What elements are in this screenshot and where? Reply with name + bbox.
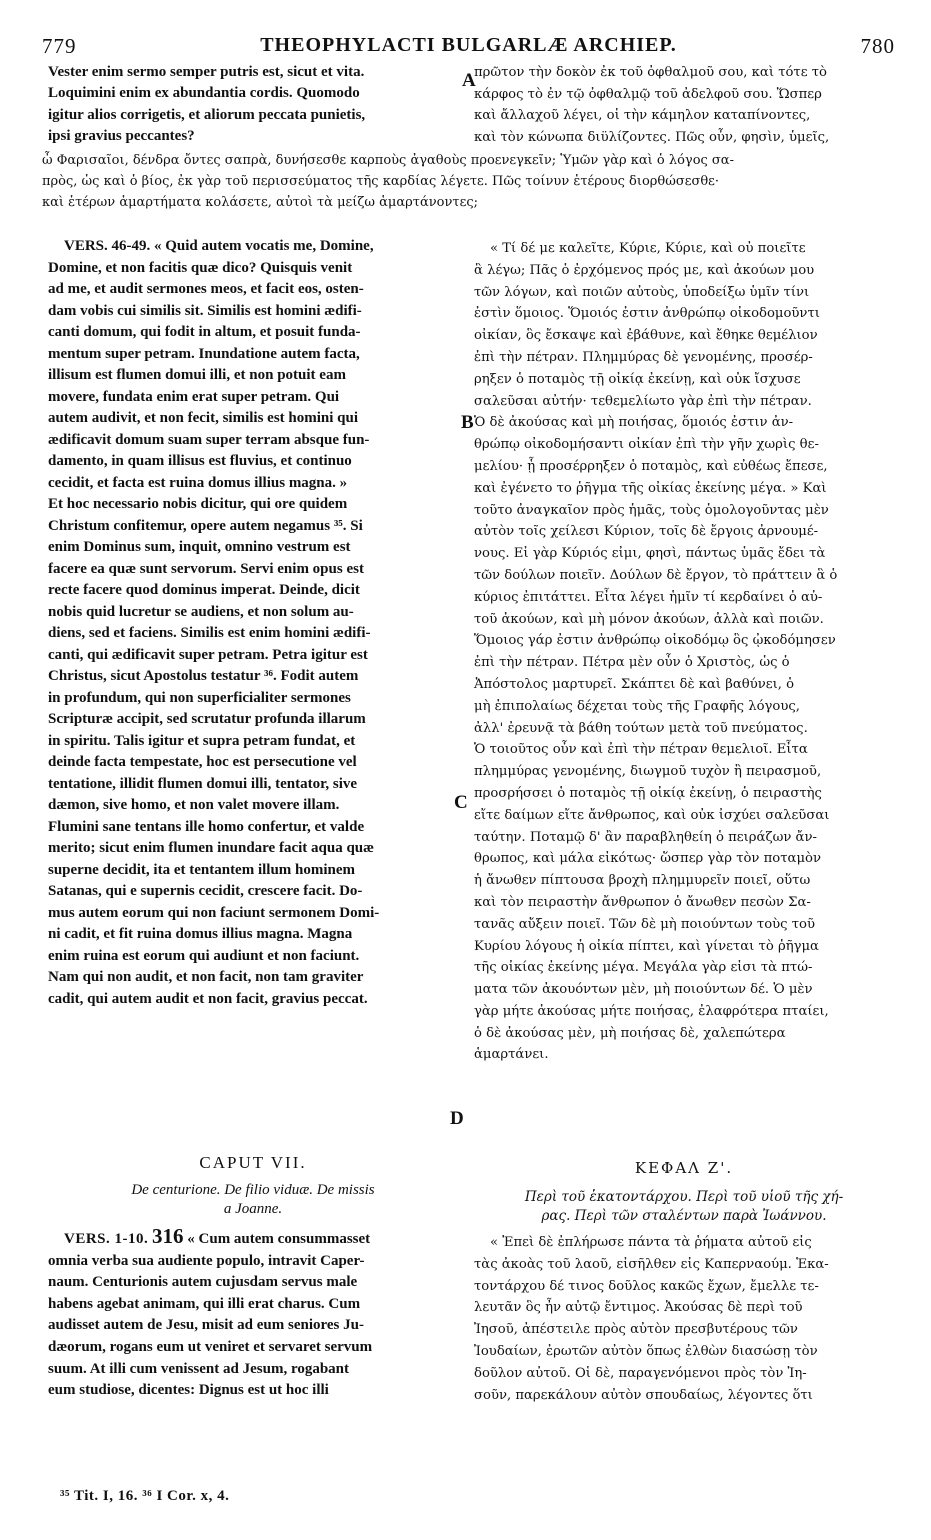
latin-main-column xyxy=(48,236,458,1010)
text-line: ni cadit, et fit ruina domus illius magna. Magna xyxy=(48,926,353,942)
text-line: σοῦν, παρεκάλουν αὐτὸν σπουδαίως, λέγοντες ὅτι xyxy=(474,1387,813,1403)
text-line: καὶ ἄλλαχοῦ λέγει, οἱ τὴν κάμηλον καταπίνοντες, xyxy=(474,108,811,124)
text-line: πρῶτον τὴν δοκὸν ἐκ τοῦ ὀφθαλμοῦ σου, καὶ τότε τὸ xyxy=(474,65,827,80)
page-number-left: 779 xyxy=(42,34,77,58)
text-line: ρηξεν ὁ ποταμὸς τῇ οἰκίᾳ ἐκείνῃ, καὶ οὐκ ἴσχυσε xyxy=(474,371,801,387)
text-line: Nam qui non audit, et non facit, non tam graviter xyxy=(48,969,364,985)
text-line: enim ruina est eorum qui audiunt et non faciunt. xyxy=(48,947,360,964)
text-line: eum studiose, dicentes: Dignus est ut hoc illi xyxy=(48,1382,329,1399)
text-line: superne decidit, ita et tentantem illum hominem xyxy=(48,861,356,878)
text-line: ἃ λέγω; Πᾶς ὁ ἐρχόμενος πρός με, καὶ ἀκούων μου xyxy=(474,262,815,278)
text-line: ἡ ἄνωθεν πίπτουσα βροχὴ πλημμυρεῖν ποιεῖ, οὕτω xyxy=(474,873,811,889)
text-line: movere, fundata enim erat super petram. Qui xyxy=(48,388,340,405)
verse-label: VERS. 1-10. xyxy=(64,1231,149,1247)
text-line: Scripturæ accipit, sed scrutatur profunda illarum xyxy=(48,711,366,727)
chapter-subtitle: De centurione. De filio viduæ. De missis xyxy=(131,1182,375,1199)
text-line: ad me, et audit sermones meos, et facit eos, osten- xyxy=(48,281,364,297)
text-line: audisset autem de Jesu, misit ad eum seniores Ju- xyxy=(48,1317,364,1334)
running-title: THEOPHYLACTI BULGARLÆ ARCHIEP. xyxy=(260,34,677,56)
text-line: omnia verba sua audiente populo, intravit Caper- xyxy=(48,1252,365,1269)
latin-chapter-heading xyxy=(48,1152,458,1219)
text-line: σαλεῦσαι αὐτήν· τεθεμελίωτο γὰρ ἐπὶ τὴν πέτραν. xyxy=(474,393,812,409)
text-line: ὁ δὲ ἀκούσας μὲν, μὴ ποιήσας δὲ, χαλεπώτερα xyxy=(474,1025,786,1041)
chapter-title: ΚΕΦΑΛ Ζ'. xyxy=(634,1159,734,1177)
text-line: τῆς οἰκίας ἐκείνης μέγα. Μεγάλα γὰρ εἰσι τὰ πτώ- xyxy=(474,960,813,976)
text-line: facere ea quæ sunt servorum. Servi enim opus est xyxy=(48,560,364,577)
text-line: « Ἐπεὶ δὲ ἐπλήρωσε πάντα τὰ ῥήματα αὐτοῦ εἰς xyxy=(490,1235,812,1250)
text-line: in profundum, qui non superficialiter sermones xyxy=(48,689,351,706)
chapter-subtitle: ρας. Περὶ τῶν σταλέντων παρὰ Ἰωάννου. xyxy=(541,1207,827,1224)
text-line: μελίου· ᾗ προσέρρηξεν ὁ ποταμὸς, καὶ εὐθέως ἔπεσε, xyxy=(474,458,828,474)
text-line: δοῦλον αὐτοῦ. Οἱ δὲ, παραγενόμενοι πρὸς τὸν Ἰη- xyxy=(474,1365,807,1381)
text-line: τοῦτο ἀναγκαῖον πρὸς ἡμᾶς, τοὺς ὁμολογοῦντας μὲν xyxy=(474,502,829,518)
text-line: τοντάρχου δέ τινος δοῦλος κακῶς ἔχων, ἔμελλε τε- xyxy=(474,1278,819,1294)
text-line: mus autem eorum qui non faciunt sermonem Domi- xyxy=(48,904,380,921)
margin-marker-b: B xyxy=(461,412,474,433)
text-line: cadit, qui autem audit et non facit, gravius peccat. xyxy=(48,990,368,1007)
text-line: γὰρ μήτε ἀκούσας μήτε ποιήσας, ἐλαφρότερα πταίει, xyxy=(474,1003,829,1019)
text-line: canti, qui ædificavit super petram. Petra igitur est xyxy=(48,646,368,663)
text-line: τῶν δούλων ποιεῖν. Δούλων δὲ ἔργον, τὸ πράττειν ἃ ὁ xyxy=(474,567,838,583)
text-line: θρώπῳ οἰκοδομήσαντι οἰκίαν ἐπὶ τὴν γῆν χωρὶς θε- xyxy=(474,437,819,453)
text-line: νους. Εἰ γὰρ Κύριός εἰμι, φησὶ, πάντως ὑμᾶς ἔδει τὰ xyxy=(474,546,826,562)
text-line: dam vobis cui similis sit. Similis est homini ædifi- xyxy=(48,302,362,319)
text-line: Ἰησοῦ, ἀπέστειλε πρὸς αὐτὸν πρεσβυτέρους τῶν xyxy=(474,1322,798,1338)
text-line: Ὅμοιος γάρ ἐστιν ἀνθρώπῳ οἰκοδόμῳ ὃς ᾠκοδόμησεν xyxy=(474,633,836,649)
text-line: Loquimini enim ex abundantia cordis. Quomodo xyxy=(48,85,360,102)
text-line: προσρήσσει ὁ ποταμὸς τῇ οἰκίᾳ ἐκείνῃ, ὁ πειραστὴς xyxy=(474,785,822,801)
text-line: tentatione, illidit flumen domui illi, tentator, sive xyxy=(48,775,358,792)
text-line: κύριος ἐπιτάττει. Εἶτα λέγει ἡμῖν τί κερδαίνει ὁ αὐ- xyxy=(474,589,823,605)
text-line: autem audivit, et non fecit, similis est homini qui xyxy=(48,410,359,426)
page-number-right: 780 xyxy=(860,34,895,58)
text-line: suum. At illi cum venissent ad Jesum, rogabant xyxy=(48,1360,350,1377)
chapter-subtitle: a Joanne. xyxy=(223,1201,283,1218)
text-line: ταύτην. Ποταμῷ δ' ἂν παραβληθείη ὁ πειράζων ἄν- xyxy=(474,829,817,845)
text-line: θρωπος, καὶ μάλα εἰκότως· ὥσπερ γὰρ τὸν ποταμὸν xyxy=(474,851,821,867)
text-line: mentum super petram. Inundatione autem facta, xyxy=(48,345,360,362)
text-line: αὐτὸν τοῖς χείλεσι Κύριον, τοῖς δὲ ἔργοις ἀρνουμέ- xyxy=(474,524,819,540)
text-line: Ἀπόστολος μαρτυρεῖ. Σκάπτει δὲ καὶ βαθύνει, ὁ xyxy=(474,676,795,692)
text-line: ματα τῶν ἀκουόντων μὲν, μὴ ποιούντων δέ. Ὁ μὲν xyxy=(474,982,813,998)
text-line: dæmon, sive homo, et non valet movere illam. xyxy=(48,797,340,813)
margin-marker-c: C xyxy=(454,792,468,813)
text-line: πλημμύρας γενομένης, διωγμοῦ τυχὸν ἢ πειρασμοῦ, xyxy=(474,764,822,780)
text-line xyxy=(48,1226,458,1251)
text-line: Ἰουδαίων, ἐρωτῶν αὐτὸν ὅπως ἐλθὼν διασώσῃ τὸν xyxy=(474,1343,818,1359)
text-line: καὶ ἐγένετο το ῥῆγμα τῆς οἰκίας ἐκείνης μέγα. » Καὶ xyxy=(474,480,827,496)
text-line: κάρφος τὸ ἐν τῷ ὀφθαλμῷ τοῦ ἀδελφοῦ σου. Ὥσπερ xyxy=(474,86,822,102)
intro-latin xyxy=(48,62,458,148)
text-line: in spiritu. Talis igitur et supra petram fundat, et xyxy=(48,732,356,749)
footnotes: ³⁵ Tit. I, 16. ³⁶ I Cor. x, 4. xyxy=(60,1488,230,1504)
text-line: « Τί δέ με καλεῖτε, Κύριε, Κύριε, καὶ οὐ ποιεῖτε xyxy=(490,241,806,256)
chapter-title: CAPUT VII. xyxy=(199,1153,307,1172)
text-line: merito; sicut enim flumen inundare facit aqua quæ xyxy=(48,840,374,856)
text-line: Et hoc necessario nobis dicitur, qui ore quidem xyxy=(48,496,348,512)
text-line: Domine, et non facitis quæ dico? Quisquis venit xyxy=(48,259,353,276)
text-line: ædificavit domum suam super terram absque fun- xyxy=(48,431,370,448)
text-line: enim Dominus sum, inquit, omnino vestrum est xyxy=(48,539,351,555)
text-line: nobis quid lucretur se audiens, et non solum au- xyxy=(48,603,354,620)
text-line: καὶ τὸν κώνωπα διϋλίζοντες. Πῶς οὖν, φησὶν, ὑμεῖς, xyxy=(474,129,830,145)
text-line: ὦ Φαρισαῖοι, δένδρα ὄντες σαπρὰ, δυνήσεσθε καρποὺς ἀγαθοὺς προενεγκεῖν; Ὑμῶν γὰρ καὶ ὁ λόγος σα- xyxy=(42,153,734,168)
text-line: illisum est flumen domui illi, et non potuit eam xyxy=(48,367,346,383)
text-line: τῶν λόγων, καὶ ποιῶν αὐτοὺς, ὑποδείξω ὑμῖν τίνι xyxy=(474,284,810,300)
text-line: τοῦ ἀκούων, καὶ μὴ μόνον ἀκούων, ἀλλὰ καὶ ποιῶν. xyxy=(474,611,824,627)
greek-main-column xyxy=(474,238,894,1066)
text-line: VERS. 46-49. « Quid autem vocatis me, Domine, xyxy=(64,238,374,254)
text-line: cecidit, et facta est ruina domus illius magna. » xyxy=(48,474,348,491)
column-number: 316 xyxy=(152,1224,184,1248)
intro-wide-greek xyxy=(42,150,901,213)
greek-chapter-heading xyxy=(474,1158,894,1226)
greek-chapter-text xyxy=(474,1232,894,1406)
verse-text: « Cum autem consummasset xyxy=(187,1231,371,1247)
text-line: Christum confitemur, opere autem negamus ³⁵. Si xyxy=(48,517,363,534)
text-line: καὶ τὸν πειραστὴν ἄνθρωπον ὁ ἄνωθεν πεσὼν Σα- xyxy=(474,894,811,910)
text-line: ἁμαρτάνει. xyxy=(474,1047,549,1063)
text-line: Ὁ δὲ ἀκούσας καὶ μὴ ποιήσας, ὅμοιός ἐστιν ἀν- xyxy=(474,415,794,431)
text-line: ipsi gravius peccantes? xyxy=(48,128,195,145)
text-line: damento, in quam illisus est fluvius, et continuo xyxy=(48,453,352,469)
margin-marker-d: D xyxy=(450,1108,464,1129)
text-line: Satanas, qui e supernis cecidit, crescere facit. Do- xyxy=(48,883,363,899)
text-line: πρὸς, ὡς καὶ ὁ βίος, ἐκ γὰρ τοῦ περισσεύματος τῆς καρδίας λέγετε. Πῶς τοίνυν ἑτέρους διορθώσεσθε· xyxy=(42,174,720,189)
text-line: ἐπὶ τὴν πέτραν. Πλημμύρας δὲ γενομένης, προσέρ- xyxy=(474,349,813,365)
running-header xyxy=(42,26,895,56)
text-line: οἰκίαν, ὃς ἔσκαψε καὶ ἐβάθυνε, καὶ ἔθηκε θεμέλιον xyxy=(474,328,818,344)
text-line: ἐπὶ τὴν πέτραν. Πέτρα μὲν οὖν ὁ Χριστὸς, ὡς ὁ xyxy=(474,655,790,671)
latin-chapter-text xyxy=(48,1226,458,1402)
text-line: μὴ ἐπιπολαίως δέχεται τοὺς τῆς Γραφῆς λόγους, xyxy=(474,698,800,714)
text-line: Vester enim sermo semper putris est, sicut et vita. xyxy=(48,64,365,80)
text-line: Κυρίου λόγους ἡ οἰκία πίπτει, καὶ γίνεται τὸ ῥῆγμα xyxy=(474,938,819,954)
text-line: igitur alios corrigetis, et aliorum peccata punietis, xyxy=(48,106,366,123)
text-line: habens agebat animam, qui illi erat charus. Cum xyxy=(48,1295,361,1312)
text-line: naum. Centurionis autem cujusdam servus male xyxy=(48,1274,358,1291)
text-line: Flumini sane tentans ille homo confertur, et valde xyxy=(48,818,365,835)
text-line: ἀλλ' ἐρευνᾷ τὰ βάθη τούτων μετὰ τοῦ πνεύματος. xyxy=(474,720,808,736)
text-line: ἐστὶν ὅμοιος. Ὅμοιός ἐστιν ἀνθρώπῳ οἰκοδομοῦντι xyxy=(474,306,820,322)
text-line: τανᾶς αὔξειν ποιεῖ. Τῶν δὲ μὴ ποιούντων τοὺς τοῦ xyxy=(474,916,815,932)
intro-greek xyxy=(474,62,894,148)
text-line: λευτᾶν ὃς ἦν αὐτῷ ἔντιμος. Ἀκούσας δὲ περὶ τοῦ xyxy=(474,1300,803,1316)
text-line: recte facere quod dominus imperat. Deinde, dicit xyxy=(48,582,360,598)
text-line: τὰς ἀκοὰς τοῦ λαοῦ, εἰσῆλθεν εἰς Καπερναούμ. Ἑκα- xyxy=(474,1256,829,1272)
chapter-subtitle: Περὶ τοῦ ἑκατοντάρχου. Περὶ τοῦ υἱοῦ τῆς χή- xyxy=(524,1188,844,1205)
text-line: Christus, sicut Apostolus testatur ³⁶. Fodit autem xyxy=(48,668,359,684)
text-line: diens, sed et faciens. Similis est enim homini ædifi- xyxy=(48,625,371,641)
margin-marker-a: A xyxy=(462,70,476,91)
text-line: dæorum, rogans eum ut veniret et servaret servum xyxy=(48,1338,373,1355)
text-line: canti domum, qui fodit in altum, et posuit funda- xyxy=(48,324,361,340)
text-line: Ὁ τοιοῦτος οὖν καὶ ἐπὶ τὴν πέτραν θεμελιοῖ. Εἶτα xyxy=(474,742,808,758)
text-line: deinde facta tempestate, hoc est persecutione vel xyxy=(48,754,357,770)
text-line: καὶ ἑτέρων ἁμαρτήματα κολάσετε, αὐτοὶ τὰ μείζω ἁμαρτάνοντες; xyxy=(42,195,478,210)
text-line: εἴτε δαίμων εἴτε ἄνθρωπος, καὶ οὐκ ἰσχύει σαλεῦσαι xyxy=(474,807,830,823)
